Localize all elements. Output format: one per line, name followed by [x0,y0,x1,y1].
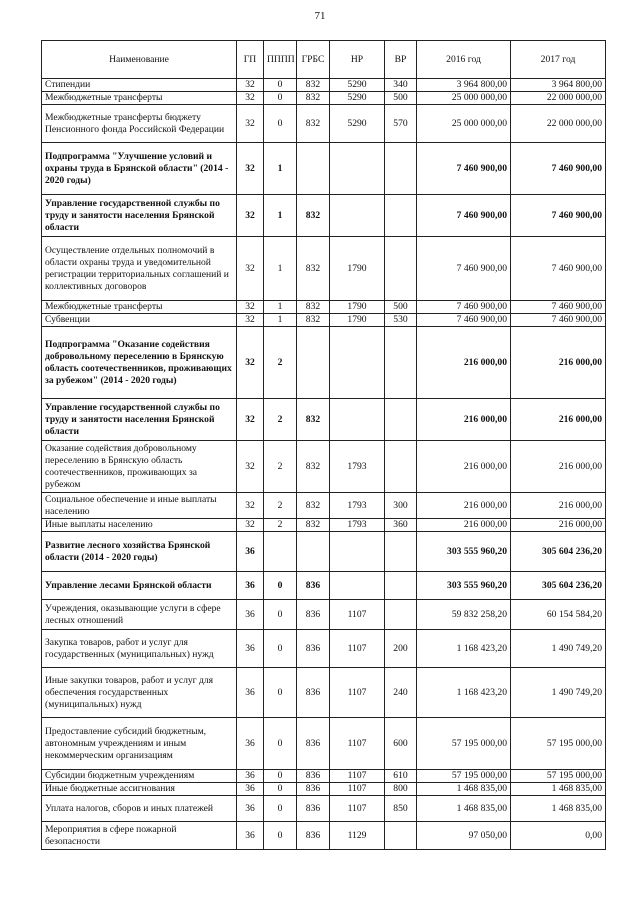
cell-nr: 1793 [330,441,385,493]
cell-pp: 1 [264,314,297,327]
cell-2017: 3 964 800,00 [511,79,606,92]
cell-grbs: 832 [297,92,330,105]
cell-2016: 1 168 423,20 [417,668,511,718]
cell-name: Стипендии [42,79,237,92]
cell-2017: 1 490 749,20 [511,630,606,668]
table-header-row [42,41,606,79]
cell-2017: 7 460 900,00 [511,301,606,314]
cell-name: Иные выплаты населению [42,519,237,532]
cell-pp: 0 [264,718,297,770]
header-vr: ВР [385,41,417,79]
cell-2017: 22 000 000,00 [511,105,606,143]
cell-pp: 1 [264,237,297,301]
cell-name: Управление государственной службы по труду и занятости населения Брянской области [42,399,237,441]
cell-pp: 0 [264,79,297,92]
cell-vr: 530 [385,314,417,327]
budget-table [41,40,606,850]
cell-2016: 216 000,00 [417,441,511,493]
cell-name: Управление лесами Брянской области [42,572,237,600]
cell-2016: 1 468 835,00 [417,783,511,796]
cell-vr [385,822,417,850]
cell-2017: 216 000,00 [511,493,606,519]
table-body [42,79,606,850]
cell-2017: 0,00 [511,822,606,850]
cell-nr: 5290 [330,92,385,105]
cell-grbs [297,143,330,195]
cell-2017: 1 490 749,20 [511,668,606,718]
cell-grbs: 836 [297,668,330,718]
cell-pp: 0 [264,600,297,630]
cell-gp: 36 [237,668,264,718]
cell-2017: 216 000,00 [511,327,606,399]
cell-vr: 800 [385,783,417,796]
cell-name: Субвенции [42,314,237,327]
cell-2017: 57 195 000,00 [511,718,606,770]
cell-gp: 32 [237,301,264,314]
cell-nr: 1107 [330,796,385,822]
cell-nr: 1129 [330,822,385,850]
cell-gp: 32 [237,399,264,441]
table-row [42,105,606,143]
cell-vr: 200 [385,630,417,668]
cell-vr: 570 [385,105,417,143]
table-row [42,441,606,493]
cell-2017: 305 604 236,20 [511,532,606,572]
cell-2017: 305 604 236,20 [511,572,606,600]
cell-grbs: 832 [297,399,330,441]
header-grbs: ГРБС [297,41,330,79]
cell-gp: 36 [237,600,264,630]
cell-vr [385,441,417,493]
table-row [42,301,606,314]
cell-vr [385,327,417,399]
cell-pp: 0 [264,783,297,796]
cell-2017: 1 468 835,00 [511,783,606,796]
cell-2016: 1 468 835,00 [417,796,511,822]
cell-pp: 0 [264,770,297,783]
cell-name: Развитие лесного хозяйства Брянской области (2014 - 2020 годы) [42,532,237,572]
cell-grbs [297,327,330,399]
cell-pp: 0 [264,668,297,718]
cell-name: Учреждения, оказывающие услуги в сфере лесных отношений [42,600,237,630]
cell-pp: 1 [264,143,297,195]
cell-2016: 216 000,00 [417,399,511,441]
cell-gp: 32 [237,519,264,532]
cell-nr: 1107 [330,630,385,668]
cell-vr [385,143,417,195]
cell-gp: 36 [237,770,264,783]
cell-vr: 610 [385,770,417,783]
header-2017: 2017 год [511,41,606,79]
header-gp: ГП [237,41,264,79]
cell-2016: 7 460 900,00 [417,301,511,314]
cell-grbs: 836 [297,822,330,850]
cell-pp: 2 [264,493,297,519]
table-row [42,92,606,105]
cell-grbs: 832 [297,493,330,519]
cell-nr [330,532,385,572]
cell-gp: 36 [237,532,264,572]
cell-grbs: 836 [297,796,330,822]
cell-gp: 32 [237,314,264,327]
cell-nr: 1790 [330,237,385,301]
cell-vr: 850 [385,796,417,822]
cell-name: Подпрограмма "Улучшение условий и охраны труда в Брянской области" (2014 - 2020 годы) [42,143,237,195]
cell-gp: 32 [237,493,264,519]
table-row [42,195,606,237]
cell-nr: 1793 [330,493,385,519]
table-row [42,770,606,783]
cell-name: Межбюджетные трансферты бюджету Пенсионного фонда Российской Федерации [42,105,237,143]
cell-nr: 1107 [330,668,385,718]
cell-grbs: 832 [297,441,330,493]
cell-vr [385,399,417,441]
table-row [42,327,606,399]
cell-name: Предоставление субсидий бюджетным, автономным учреждениям и иным некоммерческим организациям [42,718,237,770]
cell-name: Иные закупки товаров, работ и услуг для обеспечения государственных (муниципальных) нужд [42,668,237,718]
table-row [42,600,606,630]
cell-grbs: 832 [297,79,330,92]
cell-pp: 2 [264,399,297,441]
cell-2016: 57 195 000,00 [417,718,511,770]
cell-2017: 216 000,00 [511,519,606,532]
table-row [42,237,606,301]
table-row [42,630,606,668]
cell-gp: 32 [237,195,264,237]
table-row [42,783,606,796]
table-row [42,718,606,770]
cell-pp [264,532,297,572]
cell-name: Подпрограмма "Оказание содействия добровольному переселению в Брянскую область соотечественников, проживающих за рубежом" (2014 - 2020 годы) [42,327,237,399]
cell-name: Осуществление отдельных полномочий в области охраны труда и уведомительной регистрации территориальных соглашений и коллективных договоров [42,237,237,301]
cell-gp: 36 [237,630,264,668]
header-nr: НР [330,41,385,79]
cell-2017: 216 000,00 [511,399,606,441]
cell-pp: 0 [264,796,297,822]
cell-name: Иные бюджетные ассигнования [42,783,237,796]
cell-nr: 1790 [330,314,385,327]
cell-2016: 7 460 900,00 [417,143,511,195]
cell-gp: 32 [237,92,264,105]
cell-gp: 32 [237,143,264,195]
cell-2016: 303 555 960,20 [417,572,511,600]
cell-2017: 7 460 900,00 [511,237,606,301]
cell-vr: 500 [385,301,417,314]
cell-2017: 1 468 835,00 [511,796,606,822]
cell-nr [330,572,385,600]
cell-nr: 5290 [330,79,385,92]
cell-nr: 1107 [330,600,385,630]
cell-2016: 97 050,00 [417,822,511,850]
cell-gp: 36 [237,572,264,600]
cell-grbs: 836 [297,770,330,783]
cell-grbs: 836 [297,630,330,668]
cell-name: Уплата налогов, сборов и иных платежей [42,796,237,822]
cell-nr: 1107 [330,783,385,796]
cell-pp: 0 [264,105,297,143]
cell-pp: 0 [264,572,297,600]
cell-2017: 216 000,00 [511,441,606,493]
cell-nr: 5290 [330,105,385,143]
cell-gp: 32 [237,79,264,92]
cell-pp: 1 [264,195,297,237]
cell-grbs: 836 [297,783,330,796]
table-row [42,493,606,519]
cell-name: Закупка товаров, работ и услуг для государственных (муниципальных) нужд [42,630,237,668]
table-row [42,668,606,718]
table-row [42,143,606,195]
cell-2016: 57 195 000,00 [417,770,511,783]
cell-grbs: 836 [297,718,330,770]
cell-grbs: 832 [297,105,330,143]
cell-vr [385,195,417,237]
cell-2016: 216 000,00 [417,327,511,399]
cell-vr [385,572,417,600]
cell-2016: 216 000,00 [417,493,511,519]
cell-pp: 2 [264,441,297,493]
table-row [42,519,606,532]
page-number: 71 [314,10,326,22]
cell-vr [385,600,417,630]
cell-grbs: 832 [297,301,330,314]
table-row [42,572,606,600]
cell-2017: 22 000 000,00 [511,92,606,105]
cell-grbs: 832 [297,237,330,301]
cell-grbs: 832 [297,195,330,237]
cell-gp: 36 [237,796,264,822]
header-2016: 2016 год [417,41,511,79]
cell-nr: 1107 [330,718,385,770]
header-name: Наименование [42,41,237,79]
cell-grbs: 832 [297,519,330,532]
cell-nr [330,399,385,441]
header-pp: ПППП [264,41,297,79]
cell-2017: 60 154 584,20 [511,600,606,630]
cell-2016: 216 000,00 [417,519,511,532]
cell-vr [385,237,417,301]
cell-pp: 0 [264,630,297,668]
cell-2017: 7 460 900,00 [511,143,606,195]
cell-2017: 57 195 000,00 [511,770,606,783]
cell-2017: 7 460 900,00 [511,314,606,327]
cell-gp: 32 [237,105,264,143]
cell-gp: 36 [237,822,264,850]
cell-2016: 7 460 900,00 [417,314,511,327]
cell-name: Оказание содействия добровольному переселению в Брянскую область соотечественников, проживающих за рубежом [42,441,237,493]
cell-pp: 0 [264,92,297,105]
cell-2016: 303 555 960,20 [417,532,511,572]
cell-nr [330,327,385,399]
cell-gp: 36 [237,718,264,770]
cell-grbs: 836 [297,572,330,600]
table-row [42,796,606,822]
cell-2017: 7 460 900,00 [511,195,606,237]
cell-pp: 1 [264,301,297,314]
cell-gp: 36 [237,783,264,796]
table-row [42,314,606,327]
cell-gp: 32 [237,441,264,493]
cell-vr: 600 [385,718,417,770]
cell-vr [385,532,417,572]
cell-nr [330,195,385,237]
cell-2016: 7 460 900,00 [417,195,511,237]
cell-gp: 32 [237,237,264,301]
cell-name: Управление государственной службы по труду и занятости населения Брянской области [42,195,237,237]
cell-name: Межбюджетные трансферты [42,301,237,314]
cell-vr: 340 [385,79,417,92]
cell-name: Социальное обеспечение и иные выплаты населению [42,493,237,519]
cell-2016: 1 168 423,20 [417,630,511,668]
cell-grbs: 832 [297,314,330,327]
cell-2016: 59 832 258,20 [417,600,511,630]
cell-pp: 2 [264,519,297,532]
cell-nr: 1107 [330,770,385,783]
cell-2016: 25 000 000,00 [417,92,511,105]
cell-nr [330,143,385,195]
cell-pp: 2 [264,327,297,399]
cell-grbs: 836 [297,600,330,630]
cell-gp: 32 [237,327,264,399]
cell-2016: 3 964 800,00 [417,79,511,92]
table-row [42,532,606,572]
cell-vr: 300 [385,493,417,519]
cell-name: Субсидии бюджетным учреждениям [42,770,237,783]
table-row [42,822,606,850]
cell-2016: 7 460 900,00 [417,237,511,301]
cell-nr: 1790 [330,301,385,314]
cell-grbs [297,532,330,572]
cell-name: Межбюджетные трансферты [42,92,237,105]
cell-2016: 25 000 000,00 [417,105,511,143]
cell-name: Мероприятия в сфере пожарной безопасности [42,822,237,850]
table-row [42,79,606,92]
cell-vr: 500 [385,92,417,105]
cell-nr: 1793 [330,519,385,532]
cell-vr: 240 [385,668,417,718]
table-row [42,399,606,441]
cell-pp: 0 [264,822,297,850]
cell-vr: 360 [385,519,417,532]
